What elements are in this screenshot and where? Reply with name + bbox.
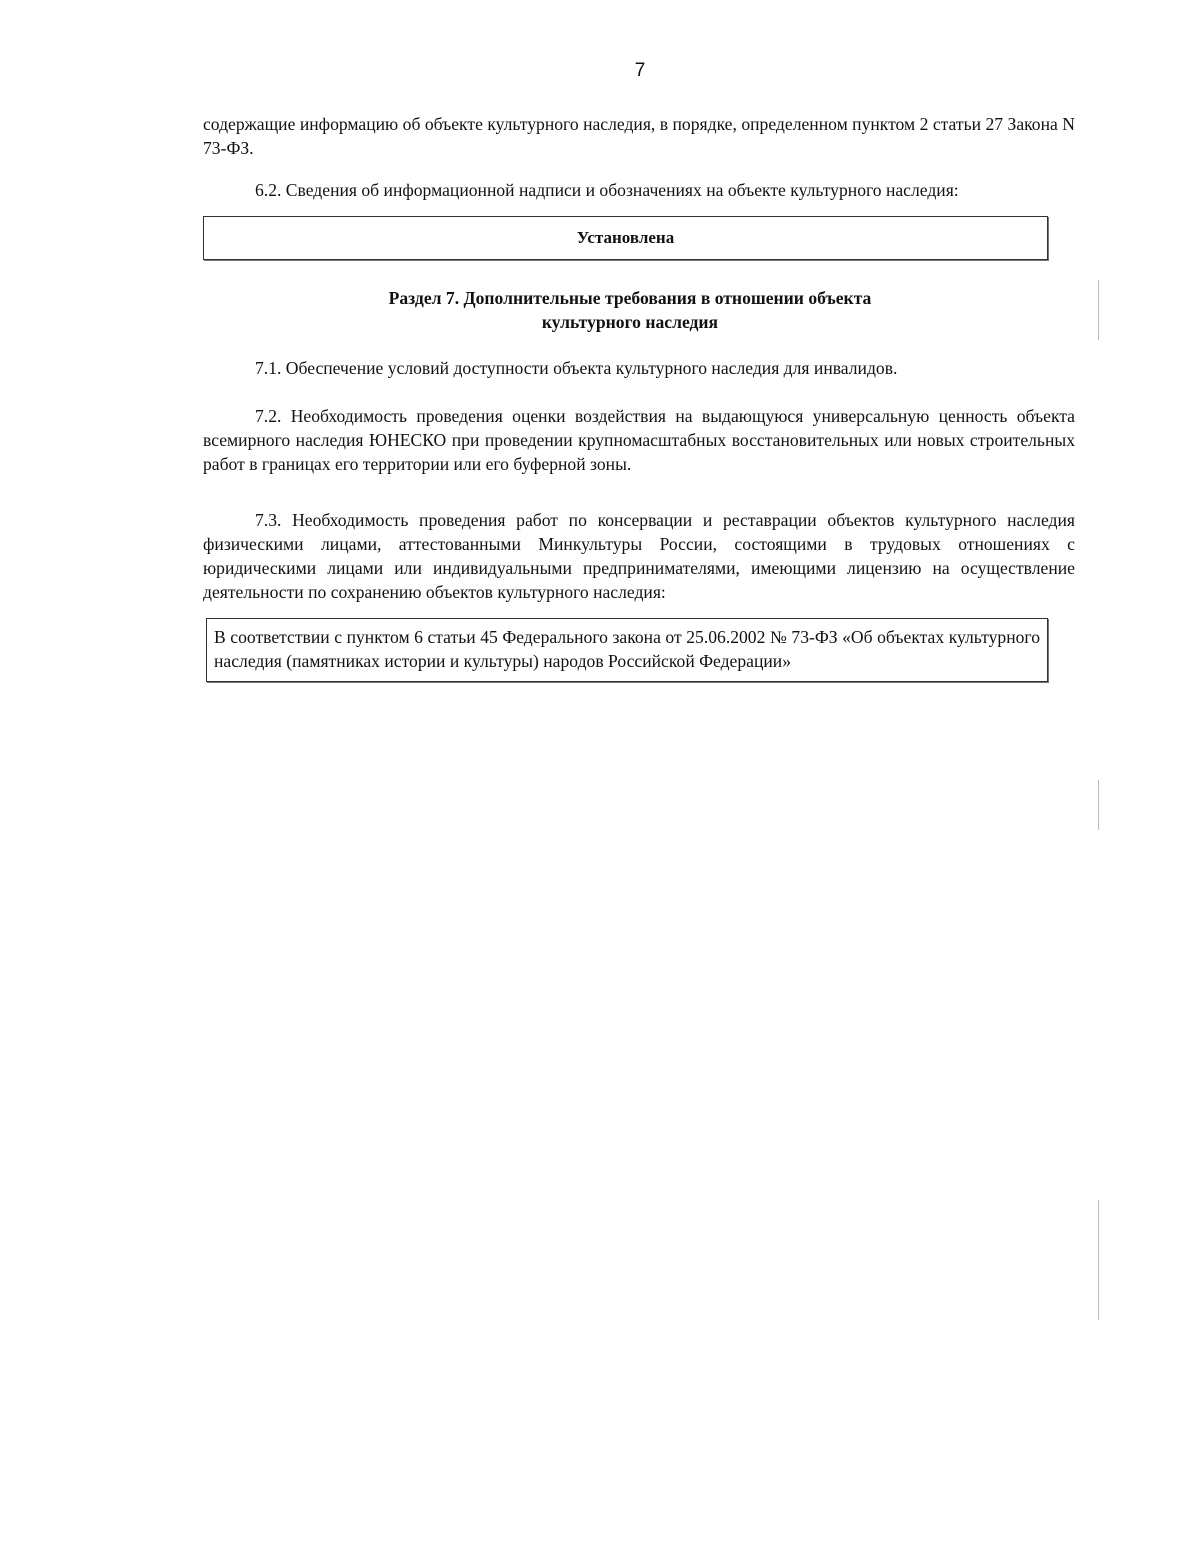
info-plate-status-box (203, 216, 1048, 260)
section-7-heading-line-2: культурного наследия (541, 312, 719, 332)
scan-edge-mark (1098, 1200, 1099, 1320)
section-7-heading-line-1: Раздел 7. Дополнительные требования в отношении объекта (388, 288, 872, 308)
section-7-heading (203, 286, 1075, 334)
paragraph-6-2: 6.2. Сведения об информационной надписи и обозначениях на объекте культурного наследия: (255, 180, 959, 200)
scan-edge-mark (1098, 280, 1099, 340)
paragraph-7-2: 7.2. Необходимость проведения оценки воздействия на выдающуюся универсальную ценность объекта всемирного наследия ЮНЕСКО при проведении крупномасштабных восстановительных или новых строительных работ в границах его территории или его буферной зоны. (203, 406, 1075, 474)
law-reference-text: В соответствии с пунктом 6 статьи 45 Федерального закона от 25.06.2002 № 73-ФЗ «Об объектах культурного наследия (памятниках истории и культуры) народов Российской Федерации» (214, 627, 1040, 671)
paragraph-7-1: 7.1. Обеспечение условий доступности объекта культурного наследия для инвалидов. (255, 358, 898, 378)
paragraph-7-3: 7.3. Необходимость проведения работ по консервации и реставрации объектов культурного наследия физическими лицами, аттестованными Минкультуры России, состоящими в трудовых отношениях с юридическими лицами или индивидуальными предпринимателями, имеющими лицензию на осуществление деятельности по сохранению объектов культурного наследия: (203, 510, 1075, 602)
page-number: 7 (634, 60, 646, 81)
paragraph-continuation: содержащие информацию об объекте культурного наследия, в порядке, определенном пунктом 2 статьи 27 Закона N 73-ФЗ. (203, 114, 1075, 158)
info-plate-status-text: Установлена (576, 228, 675, 247)
document-body (203, 112, 1075, 682)
law-reference-box (206, 618, 1048, 682)
scan-edge-mark (1098, 780, 1099, 830)
